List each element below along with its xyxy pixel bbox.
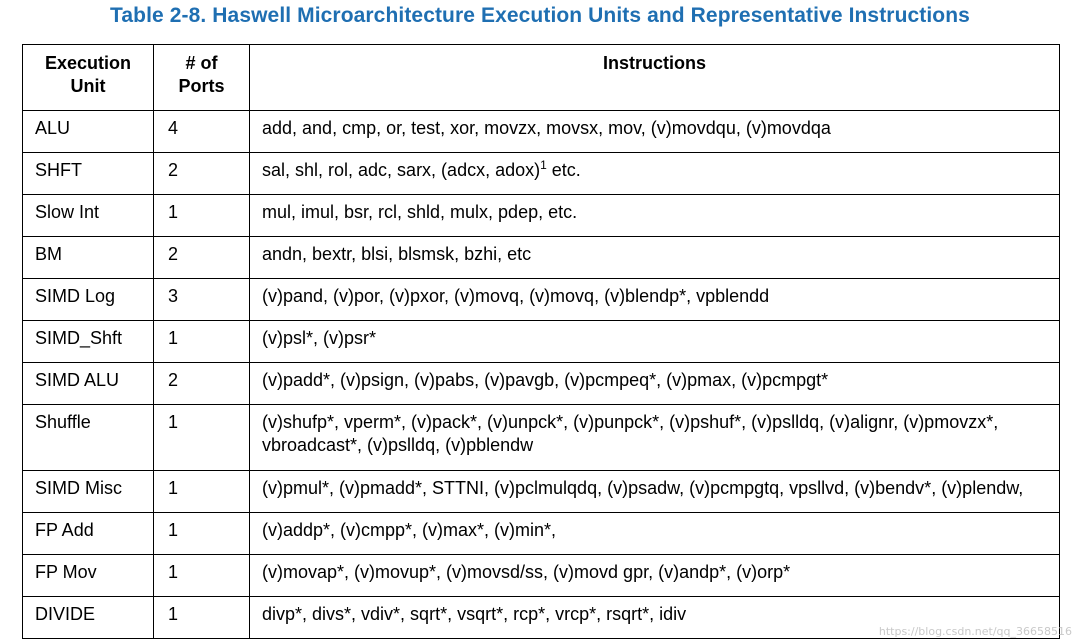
cell-ports: 1 xyxy=(154,555,250,597)
cell-unit: SIMD Log xyxy=(23,279,154,321)
table-row xyxy=(23,405,1060,471)
cell-instructions: (v)movap*, (v)movup*, (v)movsd/ss, (v)movd gpr, (v)andp*, (v)orp* xyxy=(250,555,1060,597)
cell-ports: 2 xyxy=(154,153,250,195)
cell-instructions: add, and, cmp, or, test, xor, movzx, movsx, mov, (v)movdqu, (v)movdqa xyxy=(250,111,1060,153)
cell-unit: SIMD Misc xyxy=(23,471,154,513)
table-row xyxy=(23,195,1060,237)
cell-instructions: (v)addp*, (v)cmpp*, (v)max*, (v)min*, xyxy=(250,513,1060,555)
cell-instructions: mul, imul, bsr, rcl, shld, mulx, pdep, etc. xyxy=(250,195,1060,237)
cell-instructions: divp*, divs*, vdiv*, sqrt*, vsqrt*, rcp*, vrcp*, rsqrt*, idiv xyxy=(250,597,1060,639)
cell-instructions: andn, bextr, blsi, blsmsk, bzhi, etc xyxy=(250,237,1060,279)
cell-instructions: (v)pand, (v)por, (v)pxor, (v)movq, (v)movq, (v)blendp*, vpblendd xyxy=(250,279,1060,321)
cell-unit: FP Mov xyxy=(23,555,154,597)
table-row xyxy=(23,111,1060,153)
cell-ports: 1 xyxy=(154,195,250,237)
cell-unit: SIMD_Shft xyxy=(23,321,154,363)
header-num-ports: # of Ports xyxy=(154,45,250,111)
cell-unit: SHFT xyxy=(23,153,154,195)
cell-ports: 2 xyxy=(154,237,250,279)
cell-unit: Shuffle xyxy=(23,405,154,471)
cell-ports: 1 xyxy=(154,405,250,471)
cell-ports: 1 xyxy=(154,471,250,513)
cell-unit: BM xyxy=(23,237,154,279)
cell-unit: FP Add xyxy=(23,513,154,555)
instructions-line-2: vbroadcast*, (v)pslldq, (v)pblendw xyxy=(262,435,534,455)
cell-instructions: (v)pmul*, (v)pmadd*, STTNI, (v)pclmulqdq, (v)psadw, (v)pcmpgtq, vpsllvd, (v)bendv*, (v)plendw, xyxy=(250,471,1060,513)
table-row xyxy=(23,153,1060,195)
cell-instructions xyxy=(250,405,1060,471)
cell-ports: 3 xyxy=(154,279,250,321)
cell-ports: 1 xyxy=(154,597,250,639)
table-row xyxy=(23,321,1060,363)
instructions-tail: etc. xyxy=(546,160,581,180)
table-row xyxy=(23,555,1060,597)
table-title: Table 2-8. Haswell Microarchitecture Execution Units and Representative Instructions xyxy=(110,4,970,27)
instructions-text: sal, shl, rol, adc, sarx, (adcx, adox) xyxy=(262,160,541,180)
cell-instructions: (v)psl*, (v)psr* xyxy=(250,321,1060,363)
cell-ports: 1 xyxy=(154,513,250,555)
table-row xyxy=(23,471,1060,513)
table-row xyxy=(23,363,1060,405)
execution-units-table xyxy=(22,44,1060,639)
table-row xyxy=(23,279,1060,321)
instructions-line-1: (v)shufp*, vperm*, (v)pack*, (v)unpck*, (v)punpck*, (v)pshuf*, (v)pslldq, (v)alignr, (v)pmovzx*, xyxy=(262,412,999,432)
footnote-marker: 1 xyxy=(540,158,547,172)
cell-ports: 2 xyxy=(154,363,250,405)
cell-instructions: (v)padd*, (v)psign, (v)pabs, (v)pavgb, (v)pcmpeq*, (v)pmax, (v)pcmpgt* xyxy=(250,363,1060,405)
cell-unit: ALU xyxy=(23,111,154,153)
cell-ports: 4 xyxy=(154,111,250,153)
cell-instructions xyxy=(250,153,1060,195)
table-row xyxy=(23,237,1060,279)
header-execution-unit: Execution Unit xyxy=(23,45,154,111)
table-row xyxy=(23,513,1060,555)
watermark: https://blog.csdn.net/qq_36658516 xyxy=(878,625,1072,638)
cell-unit: DIVIDE xyxy=(23,597,154,639)
header-instructions: Instructions xyxy=(250,45,1060,111)
cell-unit: Slow Int xyxy=(23,195,154,237)
cell-unit: SIMD ALU xyxy=(23,363,154,405)
header-row xyxy=(23,45,1060,111)
cell-ports: 1 xyxy=(154,321,250,363)
